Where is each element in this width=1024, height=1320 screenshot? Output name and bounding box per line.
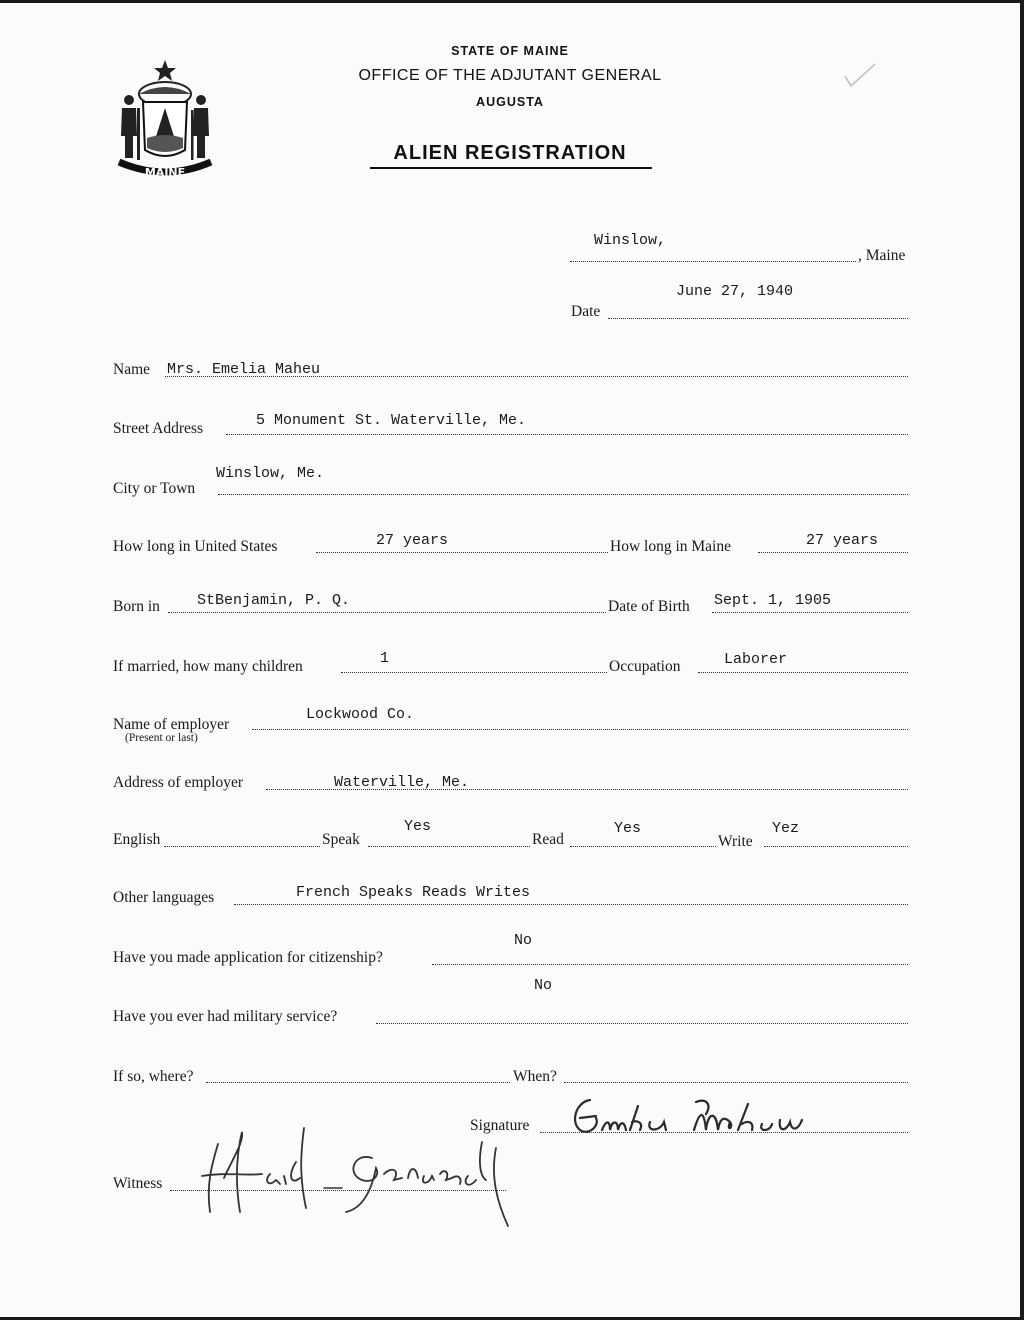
citizenship-line — [432, 964, 908, 965]
employer-value: Lockwood Co. — [306, 706, 415, 723]
children-line — [341, 672, 607, 673]
street-value: 5 Monument St. Waterville, Me. — [256, 412, 527, 429]
how-long-maine-line — [758, 552, 908, 553]
title-underline — [370, 167, 652, 169]
occupation-value: Laborer — [724, 651, 788, 668]
citizenship-label: Have you made application for citizenship? — [113, 949, 383, 966]
military-line — [376, 1023, 908, 1024]
when-label: When? — [513, 1068, 557, 1085]
employer-line — [252, 729, 908, 730]
read-value: Yes — [614, 820, 642, 837]
name-value: Mrs. Emelia Maheu — [167, 361, 321, 378]
street-line — [226, 434, 908, 435]
how-long-maine-label: How long in Maine — [610, 538, 731, 555]
name-label: Name — [113, 361, 151, 378]
witness-label: Witness — [113, 1175, 163, 1192]
write-line — [764, 846, 908, 847]
header-office: OFFICE OF THE ADJUTANT GENERAL — [358, 67, 662, 84]
how-long-maine-value: 27 years — [806, 532, 879, 549]
seal-ribbon-text: MAINE — [144, 166, 186, 179]
street-label: Street Address — [113, 420, 203, 437]
signature-label: Signature — [470, 1117, 530, 1134]
military-label: Have you ever had military service? — [113, 1008, 338, 1025]
employer-address-value: Waterville, Me. — [334, 774, 470, 791]
header-city: AUGUSTA — [476, 95, 544, 109]
citizenship-value: No — [514, 932, 533, 949]
applicant-signature — [566, 1092, 866, 1142]
form-title: ALIEN REGISTRATION — [393, 142, 627, 164]
where-label: If so, where? — [113, 1068, 194, 1085]
write-value: Yez — [772, 820, 800, 837]
witness-signature — [196, 1118, 526, 1228]
born-in-label: Born in — [113, 598, 160, 615]
name-line — [165, 376, 908, 377]
date-value: June 27, 1940 — [676, 283, 794, 300]
military-value: No — [534, 977, 553, 994]
employer-label: Name of employer — [113, 716, 230, 733]
occupation-label: Occupation — [609, 658, 681, 675]
header-state: STATE OF MAINE — [451, 44, 569, 58]
city-value: Winslow, Me. — [216, 465, 325, 482]
employer-address-line — [266, 789, 908, 790]
maine-state-seal-icon — [113, 58, 223, 183]
date-label: Date — [571, 303, 601, 320]
write-label: Write — [718, 833, 753, 850]
when-line — [564, 1082, 908, 1083]
read-label: Read — [532, 831, 564, 848]
location-value: Winslow, — [594, 232, 667, 249]
scan-border-top — [0, 0, 1024, 3]
speak-value: Yes — [404, 818, 432, 835]
other-languages-value: French Speaks Reads Writes — [296, 884, 531, 901]
english-label: English — [113, 831, 161, 848]
children-value: 1 — [380, 650, 390, 667]
how-long-us-line — [316, 552, 608, 553]
occupation-line — [698, 672, 908, 673]
city-line — [218, 494, 908, 495]
employer-address-label: Address of employer — [113, 774, 243, 791]
other-languages-line — [234, 904, 908, 905]
how-long-us-label: How long in United States — [113, 538, 278, 555]
speak-label: Speak — [322, 831, 360, 848]
english-line — [164, 846, 320, 847]
location-suffix: , Maine — [858, 247, 906, 264]
employer-sublabel: (Present or last) — [125, 732, 198, 744]
date-line — [608, 318, 908, 319]
born-in-value: StBenjamin, P. Q. — [197, 592, 351, 609]
how-long-us-value: 27 years — [376, 532, 449, 549]
dob-line — [712, 612, 908, 613]
speak-line — [368, 846, 530, 847]
read-line — [570, 846, 716, 847]
check-mark-icon — [843, 62, 877, 90]
dob-label: Date of Birth — [608, 598, 690, 615]
other-languages-label: Other languages — [113, 889, 215, 906]
children-label: If married, how many children — [113, 658, 303, 675]
dob-value: Sept. 1, 1905 — [714, 592, 832, 609]
city-label: City or Town — [113, 480, 196, 497]
location-line — [570, 261, 856, 262]
born-in-line — [168, 612, 606, 613]
where-line — [206, 1082, 510, 1083]
scan-border-right — [1020, 0, 1024, 1320]
